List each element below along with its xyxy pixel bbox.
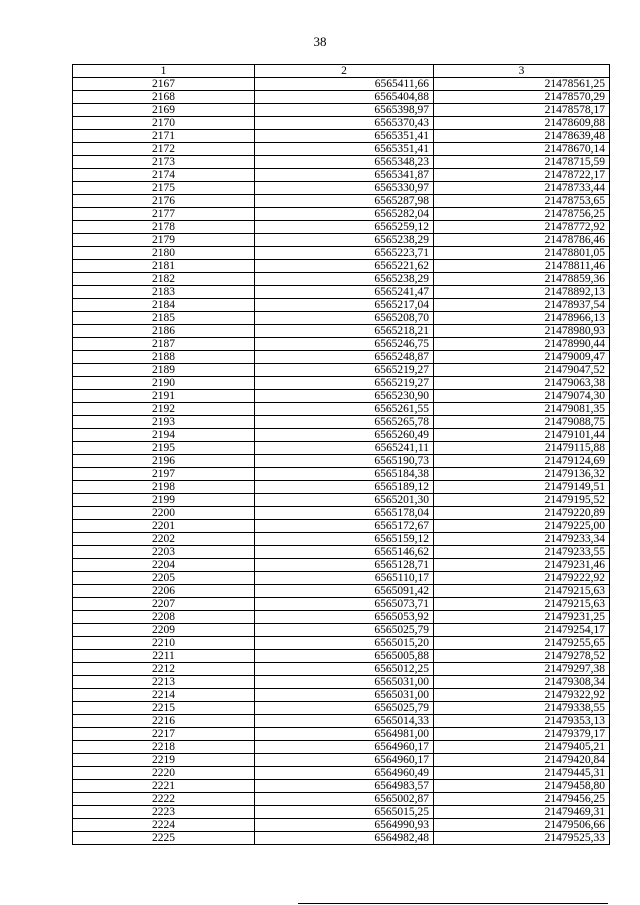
x-coordinate-cell: 6565287,98	[255, 195, 434, 208]
x-coordinate-cell: 6565015,20	[255, 637, 434, 650]
y-coordinate-cell: 21478811,46	[434, 260, 610, 273]
point-number-cell: 2184	[73, 299, 255, 312]
table-row	[73, 364, 610, 377]
x-coordinate-cell: 6564960,17	[255, 754, 434, 767]
y-coordinate-cell: 21478786,46	[434, 234, 610, 247]
x-coordinate-cell: 6565282,04	[255, 208, 434, 221]
x-coordinate-cell: 6565184,38	[255, 468, 434, 481]
table-row	[73, 533, 610, 546]
point-number-cell: 2206	[73, 585, 255, 598]
coordinates-table	[72, 64, 610, 845]
point-number-cell: 2203	[73, 546, 255, 559]
y-coordinate-cell: 21478753,65	[434, 195, 610, 208]
x-coordinate-cell: 6565208,70	[255, 312, 434, 325]
y-coordinate-cell: 21479506,66	[434, 819, 610, 832]
x-coordinate-cell: 6565404,88	[255, 91, 434, 104]
x-coordinate-cell: 6565351,41	[255, 130, 434, 143]
table-row	[73, 91, 610, 104]
point-number-cell: 2202	[73, 533, 255, 546]
table-row	[73, 585, 610, 598]
y-coordinate-cell: 21478966,13	[434, 312, 610, 325]
x-coordinate-cell: 6565015,25	[255, 806, 434, 819]
point-number-cell: 2174	[73, 169, 255, 182]
point-number-cell: 2207	[73, 598, 255, 611]
table-row	[73, 247, 610, 260]
y-coordinate-cell: 21478670,14	[434, 143, 610, 156]
table-row	[73, 208, 610, 221]
point-number-cell: 2175	[73, 182, 255, 195]
y-coordinate-cell: 21478980,93	[434, 325, 610, 338]
table-row	[73, 403, 610, 416]
y-coordinate-cell: 21479088,75	[434, 416, 610, 429]
y-coordinate-cell: 21479047,52	[434, 364, 610, 377]
table-row	[73, 481, 610, 494]
y-coordinate-cell: 21478733,44	[434, 182, 610, 195]
point-number-cell: 2222	[73, 793, 255, 806]
table-row	[73, 676, 610, 689]
y-coordinate-cell: 21479254,17	[434, 624, 610, 637]
point-number-cell: 2178	[73, 221, 255, 234]
y-coordinate-cell: 21479220,89	[434, 507, 610, 520]
point-number-cell: 2199	[73, 494, 255, 507]
point-number-cell: 2181	[73, 260, 255, 273]
point-number-cell: 2208	[73, 611, 255, 624]
point-number-cell: 2201	[73, 520, 255, 533]
y-coordinate-cell: 21479458,80	[434, 780, 610, 793]
point-number-cell: 2170	[73, 117, 255, 130]
table-row	[73, 234, 610, 247]
y-coordinate-cell: 21479115,88	[434, 442, 610, 455]
table-row	[73, 598, 610, 611]
point-number-cell: 2189	[73, 364, 255, 377]
x-coordinate-cell: 6565190,73	[255, 455, 434, 468]
x-coordinate-cell: 6565259,12	[255, 221, 434, 234]
table-row	[73, 650, 610, 663]
point-number-cell: 2220	[73, 767, 255, 780]
x-coordinate-cell: 6565241,47	[255, 286, 434, 299]
y-coordinate-cell: 21479308,34	[434, 676, 610, 689]
x-coordinate-cell: 6565341,87	[255, 169, 434, 182]
table-row	[73, 390, 610, 403]
point-number-cell: 2190	[73, 377, 255, 390]
point-number-cell: 2195	[73, 442, 255, 455]
table-row	[73, 663, 610, 676]
x-coordinate-cell: 6565241,11	[255, 442, 434, 455]
point-number-cell: 2204	[73, 559, 255, 572]
y-coordinate-cell: 21479124,69	[434, 455, 610, 468]
table-row	[73, 494, 610, 507]
table-row	[73, 624, 610, 637]
column-header-1: 1	[73, 65, 255, 78]
table-row	[73, 325, 610, 338]
y-coordinate-cell: 21479322,92	[434, 689, 610, 702]
x-coordinate-cell: 6565025,79	[255, 702, 434, 715]
table-row	[73, 195, 610, 208]
point-number-cell: 2188	[73, 351, 255, 364]
x-coordinate-cell: 6565246,75	[255, 338, 434, 351]
point-number-cell: 2224	[73, 819, 255, 832]
x-coordinate-cell: 6565146,62	[255, 546, 434, 559]
x-coordinate-cell: 6565031,00	[255, 676, 434, 689]
point-number-cell: 2187	[73, 338, 255, 351]
point-number-cell: 2191	[73, 390, 255, 403]
point-number-cell: 2176	[73, 195, 255, 208]
x-coordinate-cell: 6565370,43	[255, 117, 434, 130]
x-coordinate-cell: 6565012,25	[255, 663, 434, 676]
x-coordinate-cell: 6565330,97	[255, 182, 434, 195]
x-coordinate-cell: 6565178,04	[255, 507, 434, 520]
y-coordinate-cell: 21479445,31	[434, 767, 610, 780]
point-number-cell: 2177	[73, 208, 255, 221]
x-coordinate-cell: 6564960,49	[255, 767, 434, 780]
table-row	[73, 832, 610, 845]
table-row	[73, 117, 610, 130]
x-coordinate-cell: 6565351,41	[255, 143, 434, 156]
x-coordinate-cell: 6565005,88	[255, 650, 434, 663]
y-coordinate-cell: 21479222,92	[434, 572, 610, 585]
y-coordinate-cell: 21479255,65	[434, 637, 610, 650]
point-number-cell: 2167	[73, 78, 255, 91]
x-coordinate-cell: 6565201,30	[255, 494, 434, 507]
y-coordinate-cell: 21478722,17	[434, 169, 610, 182]
point-number-cell: 2194	[73, 429, 255, 442]
x-coordinate-cell: 6565110,17	[255, 572, 434, 585]
table-header-row	[73, 65, 610, 78]
y-coordinate-cell: 21479149,51	[434, 481, 610, 494]
y-coordinate-cell: 21478756,25	[434, 208, 610, 221]
table-row	[73, 637, 610, 650]
x-coordinate-cell: 6565248,87	[255, 351, 434, 364]
y-coordinate-cell: 21478859,36	[434, 273, 610, 286]
table-row	[73, 741, 610, 754]
x-coordinate-cell: 6565238,29	[255, 234, 434, 247]
table-body	[73, 78, 610, 845]
y-coordinate-cell: 21478937,54	[434, 299, 610, 312]
table-row	[73, 442, 610, 455]
point-number-cell: 2169	[73, 104, 255, 117]
y-coordinate-cell: 21478578,17	[434, 104, 610, 117]
x-coordinate-cell: 6565238,29	[255, 273, 434, 286]
point-number-cell: 2218	[73, 741, 255, 754]
table-row	[73, 767, 610, 780]
x-coordinate-cell: 6565265,78	[255, 416, 434, 429]
point-number-cell: 2168	[73, 91, 255, 104]
table-row	[73, 78, 610, 91]
point-number-cell: 2212	[73, 663, 255, 676]
point-number-cell: 2179	[73, 234, 255, 247]
column-header-3: 3	[434, 65, 610, 78]
point-number-cell: 2172	[73, 143, 255, 156]
y-coordinate-cell: 21479233,55	[434, 546, 610, 559]
point-number-cell: 2192	[73, 403, 255, 416]
x-coordinate-cell: 6565073,71	[255, 598, 434, 611]
point-number-cell: 2193	[73, 416, 255, 429]
y-coordinate-cell: 21478561,25	[434, 78, 610, 91]
y-coordinate-cell: 21479297,38	[434, 663, 610, 676]
x-coordinate-cell: 6564982,48	[255, 832, 434, 845]
point-number-cell: 2213	[73, 676, 255, 689]
point-number-cell: 2215	[73, 702, 255, 715]
point-number-cell: 2173	[73, 156, 255, 169]
y-coordinate-cell: 21479063,38	[434, 377, 610, 390]
table-row	[73, 559, 610, 572]
point-number-cell: 2196	[73, 455, 255, 468]
y-coordinate-cell: 21479009,47	[434, 351, 610, 364]
point-number-cell: 2221	[73, 780, 255, 793]
point-number-cell: 2197	[73, 468, 255, 481]
x-coordinate-cell: 6565053,92	[255, 611, 434, 624]
table-row	[73, 182, 610, 195]
y-coordinate-cell: 21479136,32	[434, 468, 610, 481]
table-row	[73, 520, 610, 533]
x-coordinate-cell: 6564990,93	[255, 819, 434, 832]
table-row	[73, 806, 610, 819]
table-row	[73, 572, 610, 585]
column-header-2: 2	[255, 65, 434, 78]
point-number-cell: 2171	[73, 130, 255, 143]
table-row	[73, 416, 610, 429]
point-number-cell: 2198	[73, 481, 255, 494]
y-coordinate-cell: 21479215,63	[434, 598, 610, 611]
point-number-cell: 2210	[73, 637, 255, 650]
y-coordinate-cell: 21479074,30	[434, 390, 610, 403]
y-coordinate-cell: 21478609,88	[434, 117, 610, 130]
x-coordinate-cell: 6564981,00	[255, 728, 434, 741]
table-row	[73, 728, 610, 741]
table-row	[73, 299, 610, 312]
y-coordinate-cell: 21479233,34	[434, 533, 610, 546]
y-coordinate-cell: 21478772,92	[434, 221, 610, 234]
y-coordinate-cell: 21478801,05	[434, 247, 610, 260]
y-coordinate-cell: 21479231,46	[434, 559, 610, 572]
x-coordinate-cell: 6564983,57	[255, 780, 434, 793]
point-number-cell: 2217	[73, 728, 255, 741]
table-row	[73, 507, 610, 520]
x-coordinate-cell: 6565172,67	[255, 520, 434, 533]
table-row	[73, 351, 610, 364]
x-coordinate-cell: 6565398,97	[255, 104, 434, 117]
table-row	[73, 143, 610, 156]
table-row	[73, 780, 610, 793]
y-coordinate-cell: 21479101,44	[434, 429, 610, 442]
point-number-cell: 2200	[73, 507, 255, 520]
table-row	[73, 793, 610, 806]
y-coordinate-cell: 21478570,29	[434, 91, 610, 104]
table-row	[73, 260, 610, 273]
table-row	[73, 429, 610, 442]
x-coordinate-cell: 6565230,90	[255, 390, 434, 403]
table-row	[73, 273, 610, 286]
y-coordinate-cell: 21479379,17	[434, 728, 610, 741]
table-row	[73, 130, 610, 143]
table-row	[73, 104, 610, 117]
x-coordinate-cell: 6565219,27	[255, 364, 434, 377]
x-coordinate-cell: 6565128,71	[255, 559, 434, 572]
table-row	[73, 819, 610, 832]
table-row	[73, 156, 610, 169]
x-coordinate-cell: 6565091,42	[255, 585, 434, 598]
x-coordinate-cell: 6565223,71	[255, 247, 434, 260]
y-coordinate-cell: 21479420,84	[434, 754, 610, 767]
x-coordinate-cell: 6565260,49	[255, 429, 434, 442]
y-coordinate-cell: 21479353,13	[434, 715, 610, 728]
x-coordinate-cell: 6565411,66	[255, 78, 434, 91]
table-row	[73, 169, 610, 182]
point-number-cell: 2216	[73, 715, 255, 728]
x-coordinate-cell: 6565217,04	[255, 299, 434, 312]
y-coordinate-cell: 21479338,55	[434, 702, 610, 715]
y-coordinate-cell: 21479525,33	[434, 832, 610, 845]
point-number-cell: 2214	[73, 689, 255, 702]
y-coordinate-cell: 21479081,35	[434, 403, 610, 416]
point-number-cell: 2209	[73, 624, 255, 637]
table-row	[73, 221, 610, 234]
x-coordinate-cell: 6565014,33	[255, 715, 434, 728]
y-coordinate-cell: 21479278,52	[434, 650, 610, 663]
point-number-cell: 2180	[73, 247, 255, 260]
y-coordinate-cell: 21479195,52	[434, 494, 610, 507]
table-row	[73, 689, 610, 702]
page-number: 38	[313, 34, 327, 49]
y-coordinate-cell: 21479231,25	[434, 611, 610, 624]
table-row	[73, 455, 610, 468]
x-coordinate-cell: 6565261,55	[255, 403, 434, 416]
table-row	[73, 468, 610, 481]
y-coordinate-cell: 21478990,44	[434, 338, 610, 351]
y-coordinate-cell: 21479405,21	[434, 741, 610, 754]
x-coordinate-cell: 6565031,00	[255, 689, 434, 702]
table-row	[73, 377, 610, 390]
x-coordinate-cell: 6565002,87	[255, 793, 434, 806]
x-coordinate-cell: 6565218,21	[255, 325, 434, 338]
point-number-cell: 2182	[73, 273, 255, 286]
table-row	[73, 338, 610, 351]
x-coordinate-cell: 6565189,12	[255, 481, 434, 494]
y-coordinate-cell: 21478715,59	[434, 156, 610, 169]
point-number-cell: 2185	[73, 312, 255, 325]
y-coordinate-cell: 21479456,25	[434, 793, 610, 806]
x-coordinate-cell: 6565219,27	[255, 377, 434, 390]
table-row	[73, 715, 610, 728]
table-row	[73, 611, 610, 624]
x-coordinate-cell: 6565221,62	[255, 260, 434, 273]
point-number-cell: 2186	[73, 325, 255, 338]
x-coordinate-cell: 6565025,79	[255, 624, 434, 637]
table-row	[73, 546, 610, 559]
x-coordinate-cell: 6564960,17	[255, 741, 434, 754]
x-coordinate-cell: 6565348,23	[255, 156, 434, 169]
table-row	[73, 312, 610, 325]
y-coordinate-cell: 21479215,63	[434, 585, 610, 598]
footer-rule	[298, 903, 608, 904]
y-coordinate-cell: 21479225,00	[434, 520, 610, 533]
x-coordinate-cell: 6565159,12	[255, 533, 434, 546]
point-number-cell: 2219	[73, 754, 255, 767]
point-number-cell: 2223	[73, 806, 255, 819]
y-coordinate-cell: 21478639,48	[434, 130, 610, 143]
table-row	[73, 286, 610, 299]
table-row	[73, 754, 610, 767]
point-number-cell: 2183	[73, 286, 255, 299]
table-row	[73, 702, 610, 715]
point-number-cell: 2225	[73, 832, 255, 845]
point-number-cell: 2211	[73, 650, 255, 663]
y-coordinate-cell: 21478892,13	[434, 286, 610, 299]
y-coordinate-cell: 21479469,31	[434, 806, 610, 819]
point-number-cell: 2205	[73, 572, 255, 585]
